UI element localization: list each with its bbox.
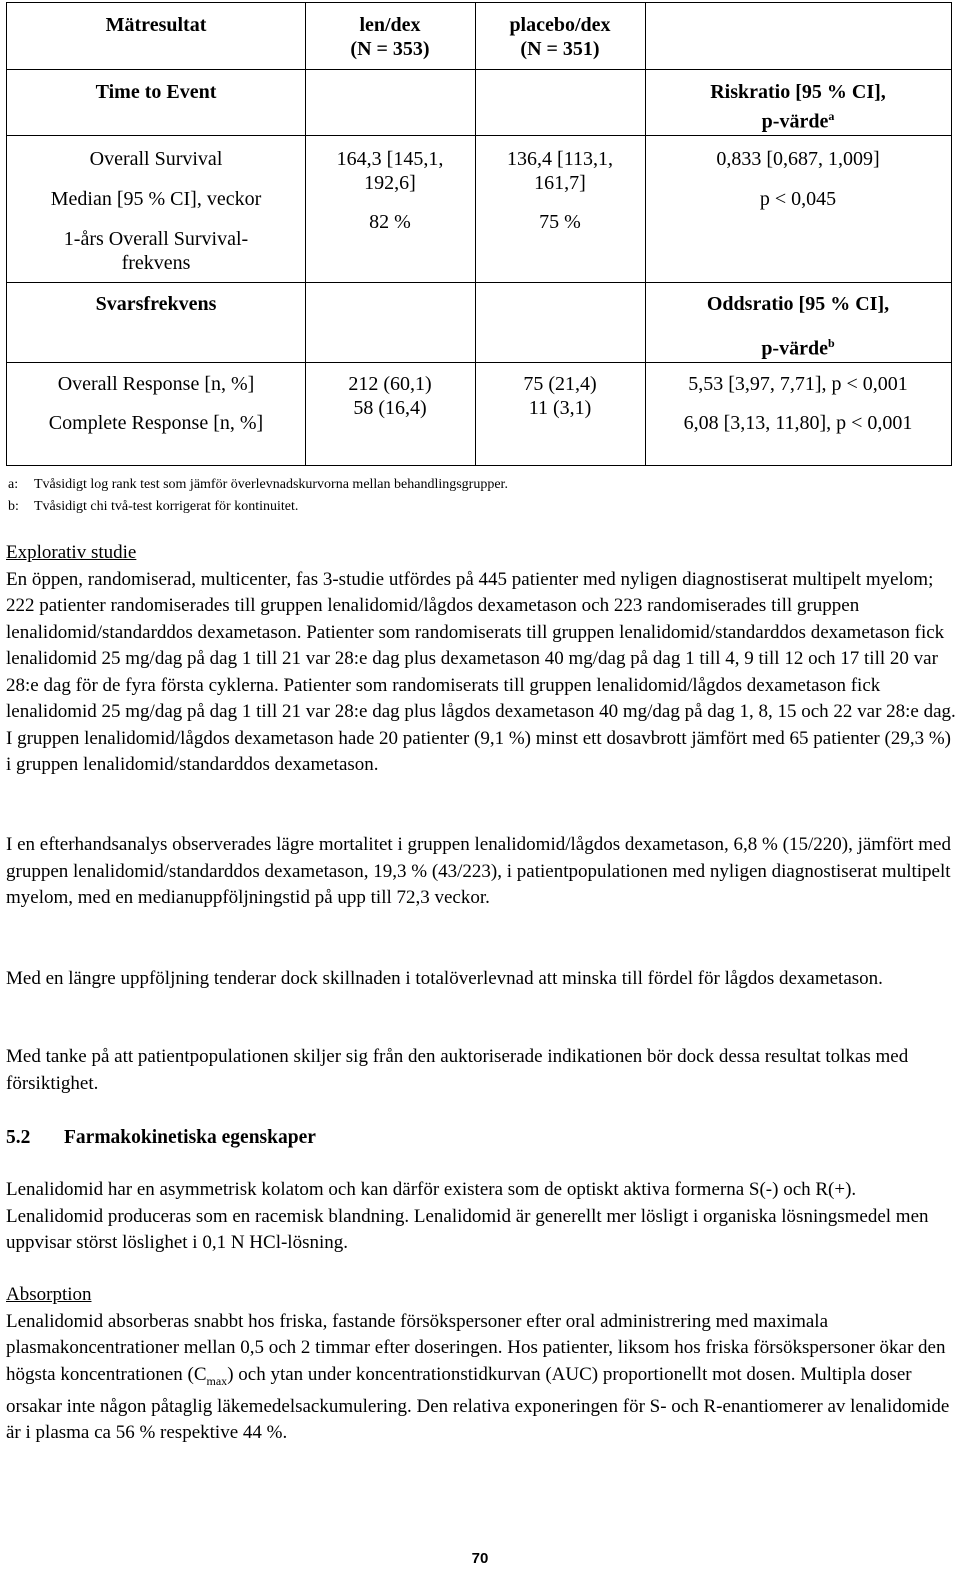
cmax-subscript: max (206, 1373, 228, 1388)
post-hoc-paragraph: I en efterhandsanalys observerades lägre mortalitet i gruppen lenalidomid/lågdos dexametason, 6,8 % (15/220), jämfört med gruppen lenalidomid/standarddos dexametason, 19,3 % (43/223), i patientpopulationen med nyligen diagnostiserat multipelt myelom, med en medianuppföljningstid på upp till 72,3 veckor. (6, 834, 951, 908)
os-ratio-value: 0,833 [0,687, 1,009] (716, 148, 880, 170)
overall-survival-placebo-dex (475, 147, 645, 234)
or-pla-value: 75 (21,4) (523, 373, 597, 395)
header-measure-text: Mätresultat (105, 14, 207, 36)
cr-len-value: 58 (16,4) (353, 397, 427, 419)
explorativ-heading: Explorativ studie (6, 542, 137, 563)
cr-odds-value: 6,08 [3,13, 11,80], p < 0,001 (683, 412, 913, 434)
absorption-text-part1: Lenalidomid absorberas snabbt hos friska, fastande försökspersoner efter oral administrering med maximala plasmakoncentrationer mellan 0,5 och 2 timmar efter doseringen. Hos patienter, liksom hos friska försökspersoner ökar den högsta koncentrationen (C (6, 1310, 946, 1385)
overall-survival-label: Overall Survival (89, 148, 223, 170)
response-odds (645, 372, 951, 435)
absorption-section (6, 1282, 956, 1447)
header-placebo-dex-name: placebo/dex (509, 14, 611, 36)
overall-response-label: Overall Response [n, %] (57, 373, 255, 395)
response-labels (7, 372, 305, 435)
response-len-dex (305, 372, 475, 420)
footnote-ref-b: b (827, 336, 835, 350)
response-label (7, 292, 305, 316)
one-year-os-label-cont: frekvens (121, 252, 191, 274)
complete-response-label: Complete Response [n, %] (48, 412, 264, 434)
os-pla-pct: 75 % (539, 211, 581, 233)
table-row-divider (7, 135, 951, 136)
pharmacokinetics-paragraph: Lenalidomid har en asymmetrisk kolatom och kan därför existera som de optiskt aktiva formerna S(-) och R(+). Lenalidomid produceras som en racemisk blandning. Lenalidomid är generellt mer lösligt i organiska lösningsmedel men uppvisar störst löslighet i 0,1 N HCl-lösning. (6, 1179, 929, 1253)
follow-up-paragraph: Med en längre uppföljning tenderar dock skillnaden i totalöverlevnad att minska till fördel för lågdos dexametason. (6, 968, 883, 989)
riskratio-header-line1: Riskratio [95 % CI], (710, 81, 886, 103)
oddsratio-header-line1: Oddsratio [95 % CI], (706, 293, 890, 315)
section-title: Farmakokinetiska egenskaper (64, 1127, 316, 1148)
absorption-heading: Absorption (6, 1284, 92, 1305)
explorativ-section (6, 540, 956, 779)
header-placebo-dex (475, 13, 645, 61)
footnote-a-key: a: (8, 477, 19, 492)
overall-survival-ratio (645, 147, 951, 211)
os-pla-median: 136,4 [113,1, (507, 148, 613, 170)
explorativ-paragraph: En öppen, randomiserad, multicenter, fas 3-studie utfördes på 445 patienter med nyligen diagnostiserat multipelt myelom; 222 patienter randomiserades till gruppen lenalidomid/lågdos dexametason och 223 randomiserades till gruppen lenalidomid/standarddos dexametason. Patienter som randomiserats till gruppen lenalidomid/standarddos dexametason fick lenalidomid 25 mg/dag på dag 1 till 21 var 28:e dag plus dexametason 40 mg/dag på dag 1 till 4, 9 till 12 och 17 till 20 var 28:e dag för de fyra första cyklerna. Patienter som randomiserats till gruppen lenalidomid/lågdos dexametason fick lenalidomid 25 mg/dag på dag 1 till 21 var 28:e dag plus lågdos dexametason 40 mg/dag på dag 1, 8, 15 och 22 var 28:e dag. I gruppen lenalidomid/lågdos dexametason hade 20 patienter (9,1 %) minst ett dosavbrott jämfört med 65 patienter (29,3 %) i gruppen lenalidomid/standarddos dexametason. (6, 568, 956, 775)
response-placebo-dex (475, 372, 645, 420)
riskratio-header (645, 80, 951, 134)
footnote-a-text: Tvåsidigt log rank test som jämför överlevnadskurvorna mellan behandlingsgrupper. (34, 477, 508, 492)
caution-paragraph: Med tanke på att patientpopulationen skiljer sig från den auktoriserade indikationen bör dock dessa resultat tolkas med försiktighet. (6, 1046, 909, 1094)
os-len-median-cont: 192,6] (364, 172, 416, 194)
time-to-event-text: Time to Event (95, 81, 217, 103)
os-len-median: 164,3 [145,1, (336, 148, 444, 170)
oddsratio-pvalue-label: p-värde (761, 337, 828, 360)
header-measure (7, 13, 305, 37)
overall-survival-labels (7, 147, 305, 275)
footnote-b-key: b: (8, 499, 19, 514)
or-odds-value: 5,53 [3,97, 7,71], p < 0,001 (688, 373, 908, 395)
header-placebo-dex-n: (N = 351) (520, 38, 600, 60)
section-number: 5.2 (6, 1127, 31, 1148)
page-number: 70 (471, 1550, 489, 1567)
overall-survival-len-dex (305, 147, 475, 234)
footnote-b (8, 498, 298, 516)
cr-pla-value: 11 (3,1) (528, 397, 592, 419)
os-len-pct: 82 % (369, 211, 411, 233)
absorption-paragraph (6, 1309, 956, 1447)
table-row-divider (7, 69, 951, 70)
one-year-os-label: 1-års Overall Survival- (63, 228, 249, 250)
header-len-dex-n: (N = 353) (350, 38, 430, 60)
section-heading (6, 1125, 316, 1151)
time-to-event-label (7, 80, 305, 104)
os-pla-median-cont: 161,7] (534, 172, 586, 194)
oddsratio-header-line2 (645, 331, 951, 361)
header-len-dex-name: len/dex (359, 14, 421, 36)
table-row-divider (7, 282, 951, 283)
riskratio-header-line2 (645, 104, 951, 134)
os-pvalue: p < 0,045 (759, 188, 837, 210)
footnote-ref-a: a (828, 109, 835, 123)
median-ci-label: Median [95 % CI], veckor (50, 188, 262, 210)
or-len-value: 212 (60,1) (348, 373, 432, 395)
footnote-a (8, 476, 508, 494)
response-label-text: Svarsfrekvens (95, 293, 217, 315)
riskratio-pvalue-label: p-värde (761, 110, 829, 133)
table-row-divider (7, 362, 951, 363)
absorption-text-part2: ) och ytan under koncentrationstidkurvan (AUC) proportionellt mot dosen. Multipla doser orsakar inte någon påtaglig läkemedelsackumulering. Den relativa exponeringen för S- och R-enantiomerer av lenalidomide är i plasma ca 56 % respektive 44 %. (6, 1363, 950, 1444)
results-table (6, 2, 952, 466)
oddsratio-header (645, 292, 951, 361)
header-len-dex (305, 13, 475, 61)
footnote-b-text: Tvåsidigt chi två-test korrigerat för kontinuitet. (34, 499, 299, 514)
